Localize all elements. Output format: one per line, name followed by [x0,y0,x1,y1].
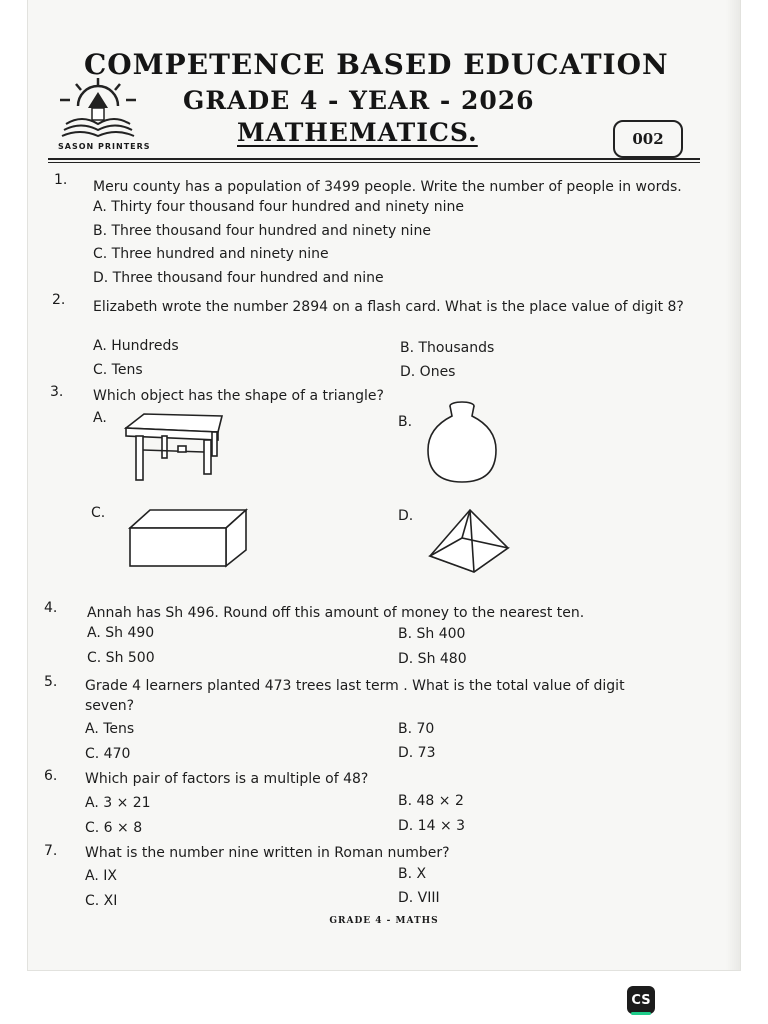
option-c[interactable]: C. Tens [93,362,143,378]
question-number: 2. [52,292,66,308]
option-d[interactable]: D. 14 × 3 [398,818,466,834]
printer-logo [48,78,148,142]
option-d[interactable]: D. Sh 480 [398,651,467,667]
option-c[interactable]: C. Sh 500 [87,650,155,666]
exam-grade-year: GRADE 4 - YEAR - 2026 [183,86,535,115]
option-d[interactable]: D. VIII [398,890,440,906]
option-b[interactable]: B. Sh 400 [398,626,466,642]
question-text: Elizabeth wrote the number 2894 on a flash card. What is the place value of digit 8? [93,299,684,315]
option-b[interactable]: B. Three thousand four hundred and ninety nine [93,223,431,239]
option-d[interactable]: D. 73 [398,745,436,761]
question-text: Annah has Sh 496. Round off this amount of money to the nearest ten. [87,605,585,621]
paper-code-box [613,120,683,158]
paper-code: 002 [632,130,664,148]
option-d[interactable]: D. [398,508,414,524]
option-b[interactable]: B. [398,414,413,430]
option-c[interactable]: C. 470 [85,746,131,762]
question-number: 3. [50,384,64,400]
header-rule [48,158,700,160]
option-c[interactable]: C. Three hundred and ninety nine [93,246,329,262]
printer-name: SASON PRINTERS [58,142,151,151]
round-pot-picture [424,400,500,486]
option-a[interactable]: A. Tens [85,721,135,737]
table-picture [122,410,226,482]
question-number: 5. [44,674,58,690]
question-number: 7. [44,843,58,859]
option-c[interactable]: C. 6 × 8 [85,820,143,836]
option-d[interactable]: D. Three thousand four hundred and nine [93,270,384,286]
option-c[interactable]: C. [91,505,106,521]
camscanner-logo-icon [627,986,655,1014]
option-b[interactable]: B. X [398,866,427,882]
option-a[interactable]: A. Hundreds [93,338,179,354]
page-footer: GRADE 4 - MATHS [329,916,439,926]
option-d[interactable]: D. Ones [400,364,456,380]
question-number: 6. [44,768,58,784]
option-a[interactable]: A. 3 × 21 [85,795,151,811]
exam-subject: MATHEMATICS. [237,118,478,147]
question-number: 4. [44,600,58,616]
cuboid-picture [128,508,248,568]
option-a[interactable]: A. [93,410,107,426]
question-text: Grade 4 learners planted 473 trees last term . What is the total value of digit seven? [85,678,625,714]
header-rule-thin [48,162,700,163]
option-a[interactable]: A. Sh 490 [87,625,155,641]
question-number: 1. [54,172,68,188]
page-fold-shadow [726,0,740,970]
pyramid-picture [428,508,510,576]
question-text: What is the number nine written in Roman number? [85,845,450,861]
exam-heading: COMPETENCE BASED EDUCATION [84,48,669,81]
option-b[interactable]: B. 70 [398,721,435,737]
question-text: Meru county has a population of 3499 people. Write the number of people in words. [93,179,682,195]
question-text: Which pair of factors is a multiple of 48? [85,771,369,787]
question-text: Which object has the shape of a triangle? [93,388,384,404]
option-b[interactable]: B. 48 × 2 [398,793,464,809]
badge-text: CS [631,992,651,1008]
option-a[interactable]: A. Thirty four thousand four hundred and ninety nine [93,199,464,215]
option-b[interactable]: B. Thousands [400,340,495,356]
option-c[interactable]: C. XI [85,893,118,909]
option-a[interactable]: A. IX [85,868,117,884]
